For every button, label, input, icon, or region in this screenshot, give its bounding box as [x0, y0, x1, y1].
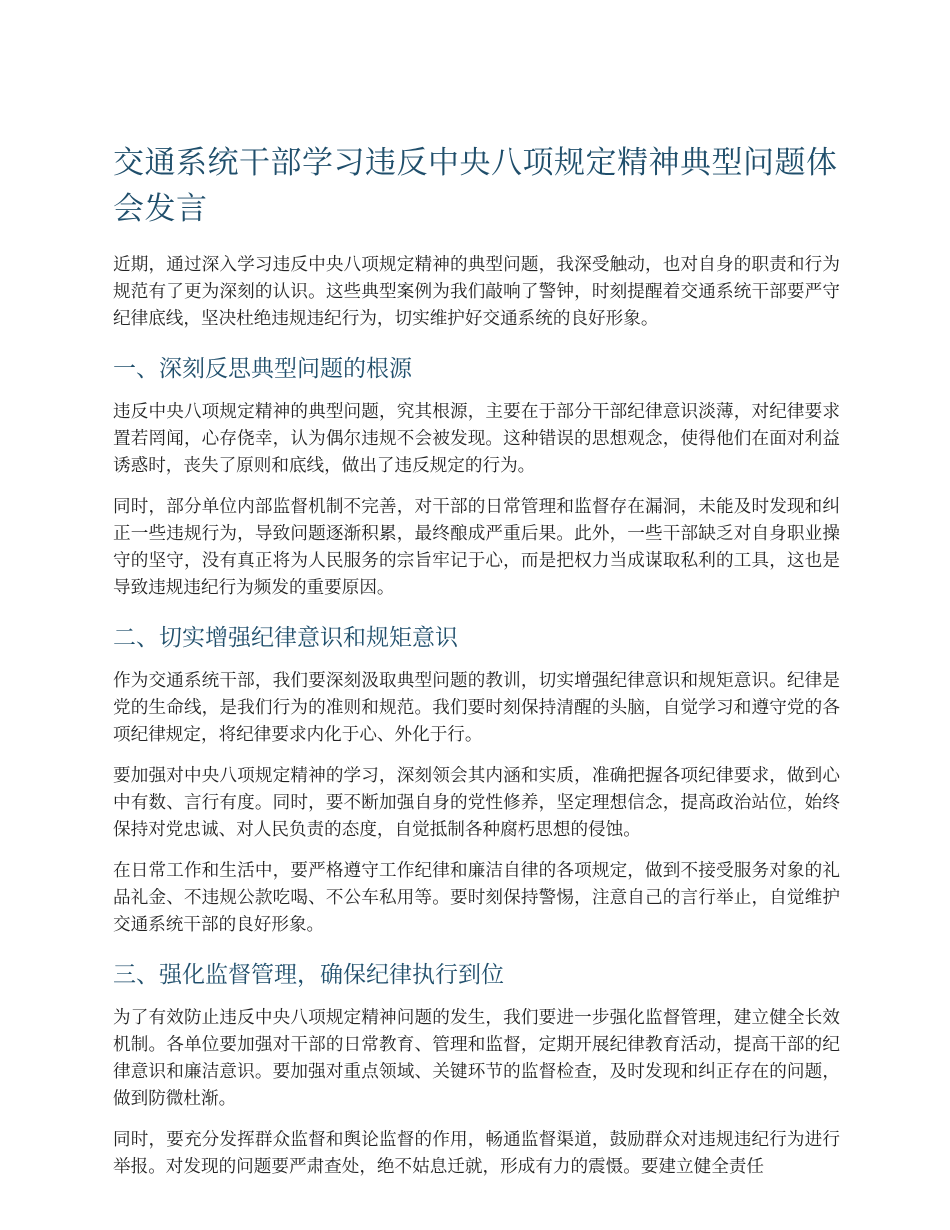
section-heading-1: 一、深刻反思典型问题的根源 [113, 356, 412, 382]
section-3-paragraph-1: 为了有效防止违反中央八项规定精神问题的发生，我们要进一步强化监督管理，建立健全长效机制。各单位要加强对干部的日常教育、管理和监督，定期开展纪律教育活动，提高干部的纪律意识和廉洁意识。要加强对重点领域、关键环节的监督检查，及时发现和纠正存在的问题，做到防微杜渐。 [113, 1008, 840, 1109]
intro-paragraph: 近期，通过深入学习违反中央八项规定精神的典型问题，我深受触动，也对自身的职责和行为规范有了更为深刻的认识。这些典型案例为我们敲响了警钟，时刻提醒着交通系统干部要严守纪律底线，坚决杜绝违规违纪行为，切实维护好交通系统的良好形象。 [113, 255, 840, 329]
section-2-paragraph-3: 在日常工作和生活中，要严格遵守工作纪律和廉洁自律的各项规定，做到不接受服务对象的礼品礼金、不违规公款吃喝、不公车私用等。要时刻保持警惕，注意自己的言行举止，自觉维护交通系统干部的良好形象。 [113, 861, 840, 935]
section-heading-2: 二、切实增强纪律意识和规矩意识 [113, 625, 458, 651]
section-2-paragraph-2: 要加强对中央八项规定精神的学习，深刻领会其内涵和实质，准确把握各项纪律要求，做到心中有数、言行有度。同时，要不断加强自身的党性修养，坚定理想信念，提高政治站位，始终保持对党忠诚、对人民负责的态度，自觉抵制各种腐朽思想的侵蚀。 [113, 766, 840, 840]
section-1-paragraph-1: 违反中央八项规定精神的典型问题，究其根源，主要在于部分干部纪律意识淡薄，对纪律要求置若罔闻，心存侥幸，认为偶尔违规不会被发现。这种错误的思想观念，使得他们在面对利益诱惑时，丧失了原则和底线，做出了违反规定的行为。 [113, 402, 840, 476]
section-1-paragraph-2: 同时，部分单位内部监督机制不完善，对干部的日常管理和监督存在漏洞，未能及时发现和纠正一些违规行为，导致问题逐渐积累，最终酿成严重后果。此外，一些干部缺乏对自身职业操守的坚守，没有真正将为人民服务的宗旨牢记于心，而是把权力当成谋取私利的工具，这也是导致违规违纪行为频发的重要原因。 [113, 497, 840, 598]
section-heading-3: 三、强化监督管理，确保纪律执行到位 [113, 962, 504, 988]
section-3-paragraph-2: 同时，要充分发挥群众监督和舆论监督的作用，畅通监督渠道，鼓励群众对违规违纪行为进行举报。对发现的问题要严肃查处，绝不姑息迁就，形成有力的震慑。要建立健全责任 [113, 1130, 840, 1177]
document-title: 交通系统干部学习违反中央八项规定精神典型问题体会发言 [113, 145, 838, 227]
document-page [113, 140, 840, 1195]
section-2-paragraph-1: 作为交通系统干部，我们要深刻汲取典型问题的教训，切实增强纪律意识和规矩意识。纪律是党的生命线，是我们行为的准则和规范。我们要时刻保持清醒的头脑，自觉学习和遵守党的各项纪律规定，将纪律要求内化于心、外化于行。 [113, 671, 840, 745]
